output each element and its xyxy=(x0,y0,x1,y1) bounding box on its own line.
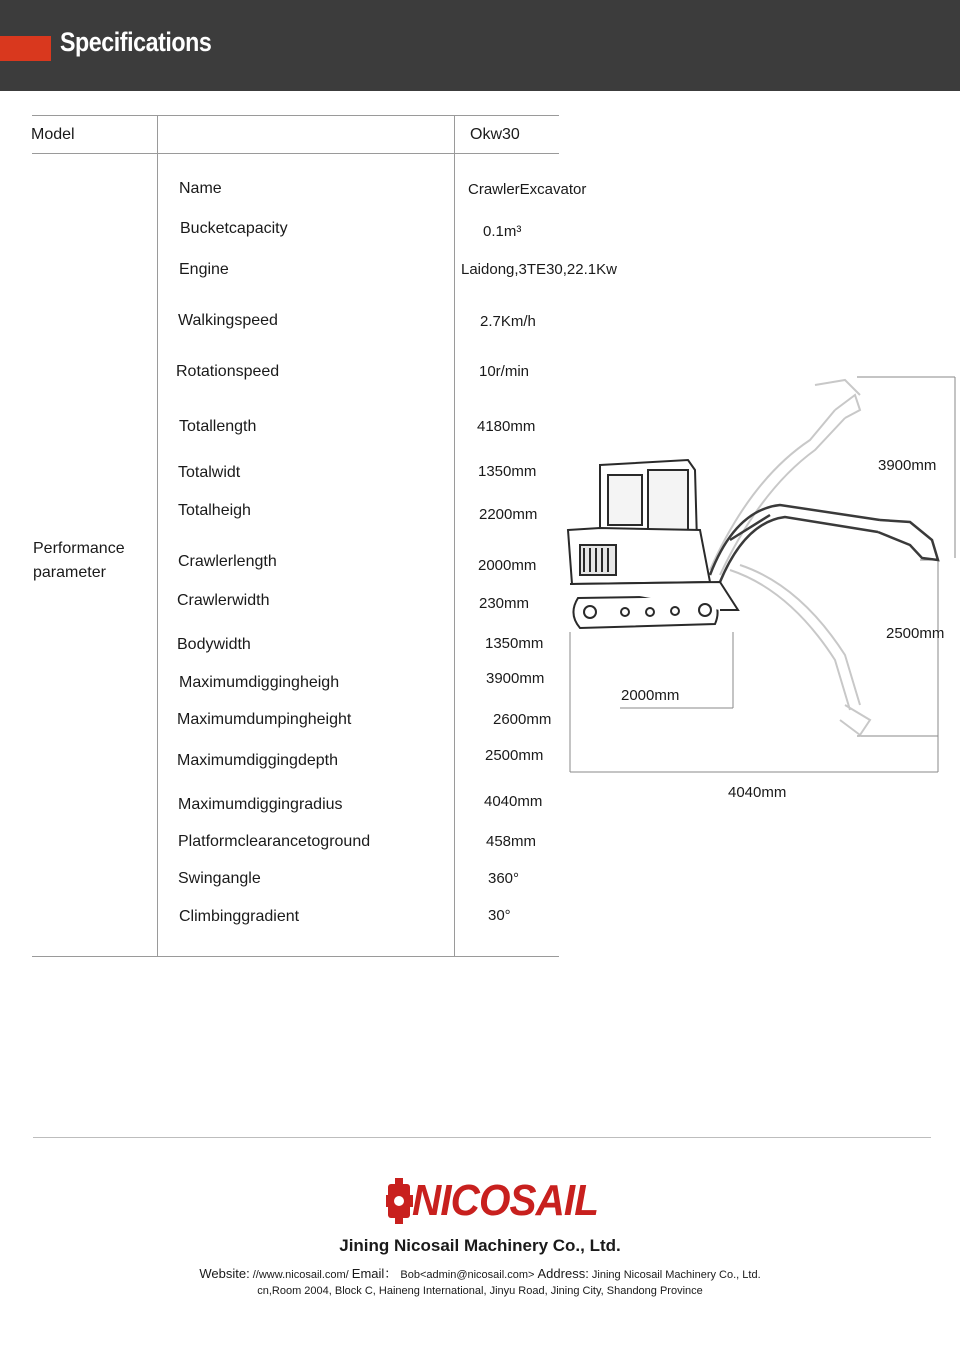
spec-value: 2000mm xyxy=(478,557,537,574)
header-accent-bar xyxy=(0,36,51,61)
spec-value: CrawlerExcavator xyxy=(468,181,587,198)
spec-name: Totallength xyxy=(179,418,257,435)
spec-value: 2600mm xyxy=(493,711,552,728)
spec-name: Platformclearancetoground xyxy=(178,833,371,850)
spec-name: Rotationspeed xyxy=(176,363,280,380)
spec-name: Bodywidth xyxy=(177,636,251,653)
spec-value: 2200mm xyxy=(479,506,538,523)
spec-value: 2500mm xyxy=(485,747,544,764)
excavator-drawing xyxy=(560,370,960,810)
website-link[interactable]: //www.nicosail.com/ xyxy=(252,1269,349,1281)
spec-value: 4180mm xyxy=(477,418,536,435)
spec-value: 2.7Km/h xyxy=(480,313,536,330)
spec-name: Engine xyxy=(179,261,229,278)
table-model-rule xyxy=(32,153,559,154)
spec-value: 4040mm xyxy=(484,793,543,810)
footer-divider xyxy=(33,1137,931,1138)
spec-name: Crawlerlength xyxy=(178,553,277,570)
excavator-dimension-diagram xyxy=(560,370,960,810)
spec-value: 30° xyxy=(488,907,511,924)
spec-value: 3900mm xyxy=(486,670,545,687)
spec-value: 230mm xyxy=(479,595,530,612)
spec-name: Maximumdiggingheigh xyxy=(179,674,340,691)
address-line1: Jining Nicosail Machinery Co., Ltd. xyxy=(591,1269,761,1281)
excavator-body xyxy=(568,528,710,584)
spec-name: Bucketcapacity xyxy=(180,220,288,237)
lowered-arm-ghost xyxy=(730,565,870,735)
spec-name: Name xyxy=(179,180,222,197)
spec-value: 458mm xyxy=(486,833,537,850)
spec-name: Maximumdiggingradius xyxy=(178,796,343,813)
company-logo-wordmark: NICOSAIL xyxy=(412,1176,599,1225)
spec-name: Maximumdiggingdepth xyxy=(177,752,338,769)
spec-value: 1350mm xyxy=(478,463,537,480)
crawler-dimension-label: 2000mm xyxy=(621,687,680,704)
company-name: Jining Nicosail Machinery Co., Ltd. xyxy=(339,1236,621,1255)
excavator-crawler-track xyxy=(570,582,738,628)
address-line2: cn,Room 2004, Block C, Haineng International, Jinyu Road, Jining City, Shandong Province xyxy=(257,1285,703,1297)
spec-name: Maximumdumpingheight xyxy=(177,711,352,728)
spec-name: Swingangle xyxy=(178,870,261,887)
extended-arm xyxy=(710,505,938,582)
group-label-line1: Performance xyxy=(33,540,125,557)
website-label: Website: xyxy=(199,1266,250,1281)
email-label: Email： xyxy=(351,1266,398,1281)
spec-name: Walkingspeed xyxy=(178,312,278,329)
table-col-divider-1 xyxy=(157,116,158,956)
raised-arm-ghost xyxy=(710,380,860,575)
spec-name: Totalheigh xyxy=(178,502,251,519)
radius-dimension-label: 4040mm xyxy=(728,784,787,801)
table-bottom-rule xyxy=(32,956,559,957)
table-top-rule xyxy=(32,115,559,116)
page-title: Specifications xyxy=(60,27,212,57)
table-col-divider-2 xyxy=(454,116,455,956)
model-value: Okw30 xyxy=(470,126,520,143)
group-label-line2: parameter xyxy=(33,564,106,581)
depth-dimension-label: 2500mm xyxy=(886,625,945,642)
contact-line xyxy=(0,1263,960,1282)
page-header xyxy=(0,0,960,91)
spec-value: 360° xyxy=(488,870,520,887)
spec-name: Totalwidt xyxy=(178,464,241,481)
spec-value: 1350mm xyxy=(485,635,544,652)
spec-name: Climbinggradient xyxy=(179,908,300,925)
model-label: Model xyxy=(31,126,75,143)
spec-value: Laidong,3TE30,22.1Kw xyxy=(461,261,617,278)
height-dimension-label: 3900mm xyxy=(878,457,937,474)
spec-value: 10r/min xyxy=(479,363,530,380)
spec-value: 0.1m³ xyxy=(483,223,522,240)
address-label: Address: xyxy=(537,1266,589,1281)
email-link[interactable]: Bob<admin@nicosail.com> xyxy=(400,1269,535,1281)
spec-name: Crawlerwidth xyxy=(177,592,270,609)
